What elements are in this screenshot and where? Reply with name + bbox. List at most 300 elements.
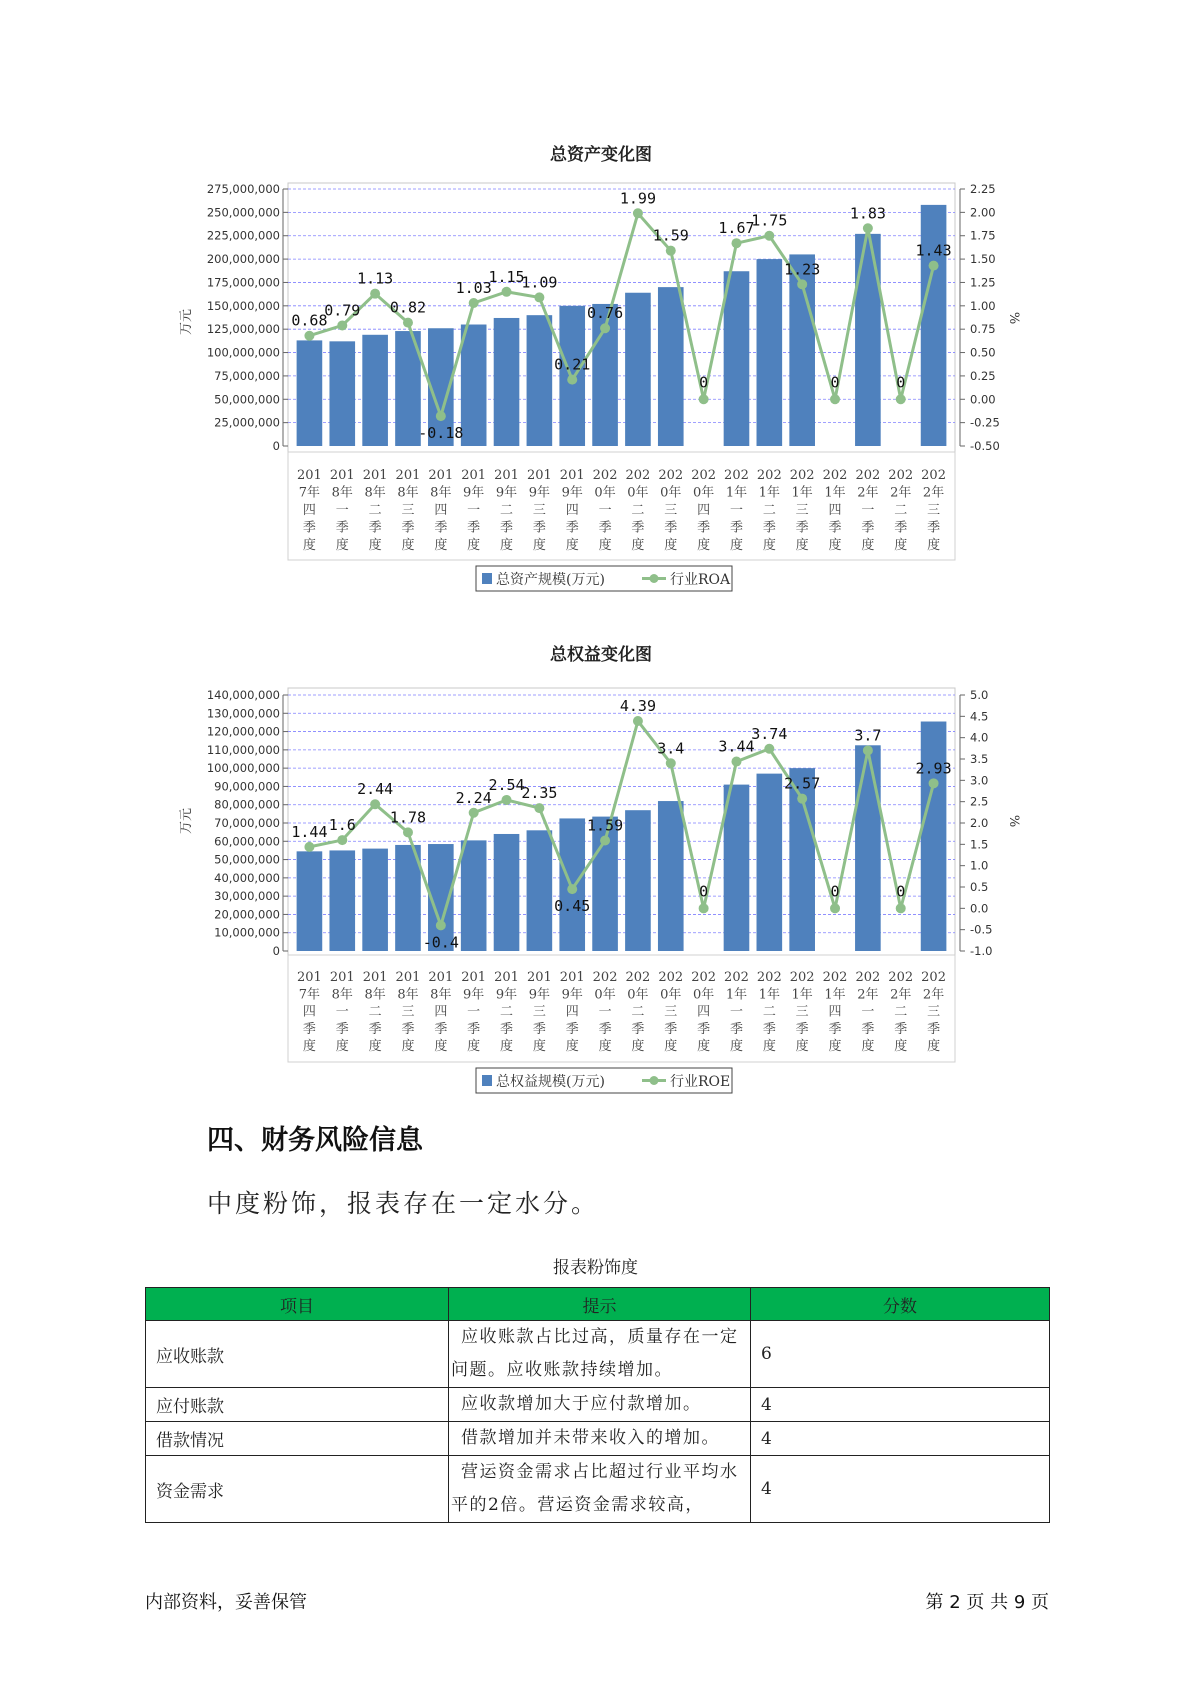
bar <box>757 774 783 951</box>
y2-tick-label: 3.0 <box>970 773 989 788</box>
x-tick-label: 度 <box>302 1039 316 1055</box>
row-tip: 应收款增加大于应付款增加。 <box>449 1388 751 1422</box>
x-tick-label: 四 <box>565 503 579 518</box>
line-point <box>600 835 610 845</box>
x-tick-label: 二 <box>368 503 382 518</box>
x-tick-label: 季 <box>861 1021 875 1037</box>
x-tick-label: 二 <box>894 1004 908 1020</box>
line-point <box>567 884 577 894</box>
x-tick-label: 0年 <box>692 485 715 501</box>
line-point <box>469 808 479 818</box>
x-tick-label: 度 <box>861 1039 875 1055</box>
x-tick-label: 一 <box>861 503 875 518</box>
footer-page-number: 第 2 页 共 9 页 <box>925 1592 1049 1613</box>
x-tick-label: 二 <box>500 1004 514 1020</box>
line-data-label: 2.54 <box>488 775 525 794</box>
x-tick-label: 三 <box>401 1004 415 1020</box>
line-point <box>633 716 643 726</box>
x-tick-label: 度 <box>401 538 415 553</box>
x-tick-label: 季 <box>335 520 349 536</box>
x-tick-label: 一 <box>729 503 743 518</box>
line-data-label: 1.59 <box>652 226 689 245</box>
x-tick-label: 202 <box>691 468 717 483</box>
x-tick-label: 度 <box>302 538 316 553</box>
x-tick-label: 季 <box>828 1021 842 1037</box>
legend-bar-label: 总资产规模(万元) <box>496 572 605 588</box>
line-data-label: 3.7 <box>854 726 882 745</box>
x-tick-label: 二 <box>762 1004 776 1020</box>
x-tick-label: 度 <box>401 1039 415 1055</box>
y-tick-label: 200,000,000 <box>206 252 280 267</box>
x-tick-label: 8年 <box>397 987 419 1003</box>
x-tick-label: 度 <box>532 538 546 553</box>
x-tick-label: 一 <box>335 503 349 518</box>
x-tick-label: 202 <box>625 468 651 483</box>
x-tick-label: 202 <box>921 468 946 483</box>
y2-tick-label: -1.0 <box>970 944 993 958</box>
x-tick-label: 1年 <box>758 987 780 1003</box>
row-score: 4 <box>751 1422 1050 1456</box>
x-tick-label: 202 <box>888 970 914 985</box>
bar <box>494 834 520 951</box>
y-tick-label: 50,000,000 <box>214 392 280 407</box>
x-tick-label: 度 <box>927 1039 941 1055</box>
x-tick-label: 度 <box>598 538 612 553</box>
x-tick-label: 8年 <box>430 485 452 501</box>
x-tick-label: 季 <box>795 520 809 536</box>
y-tick-label: 30,000,000 <box>214 889 280 904</box>
y-tick-label: 40,000,000 <box>214 870 280 885</box>
y-tick-label: 90,000,000 <box>214 779 280 794</box>
x-tick-label: 季 <box>368 520 382 536</box>
row-tip: 营运资金需求占比超过行业平均水平的2倍。营运资金需求较高， <box>449 1456 751 1523</box>
x-tick-label: 四 <box>434 503 448 518</box>
x-tick-label: 季 <box>729 520 743 536</box>
y2-tick-label: 2.5 <box>970 794 989 809</box>
legend-bar-swatch <box>482 1075 492 1086</box>
line-data-label: 1.99 <box>619 189 656 208</box>
x-tick-label: 季 <box>795 1021 809 1037</box>
legend-line-label: 行业ROA <box>670 572 731 588</box>
x-tick-label: 度 <box>828 538 842 553</box>
y2-tick-label: -0.5 <box>970 922 993 937</box>
x-tick-label: 二 <box>631 1004 645 1020</box>
x-tick-label: 三 <box>795 503 809 518</box>
line-data-label: 0.79 <box>324 301 361 320</box>
x-tick-label: 1年 <box>824 987 846 1003</box>
x-tick-label: 度 <box>631 538 645 553</box>
x-tick-label: 度 <box>434 538 448 553</box>
y2-tick-label: 0.25 <box>970 368 996 383</box>
y2-tick-label: 1.50 <box>970 252 996 267</box>
x-tick-label: 202 <box>789 970 815 985</box>
x-tick-label: 季 <box>631 1021 645 1037</box>
y2-tick-label: 0.75 <box>970 322 996 337</box>
x-tick-label: 度 <box>467 538 481 553</box>
x-tick-label: 1年 <box>725 987 748 1003</box>
line-point <box>534 803 544 813</box>
x-tick-label: 9年 <box>561 987 583 1003</box>
line-point <box>502 795 512 805</box>
x-tick-label: 三 <box>532 1004 546 1020</box>
x-tick-label: 季 <box>697 1021 711 1037</box>
x-tick-label: 一 <box>467 503 481 518</box>
row-item: 资金需求 <box>146 1456 449 1523</box>
bar <box>921 722 947 951</box>
line-data-label: 2.93 <box>915 759 952 778</box>
x-tick-label: 季 <box>368 1021 382 1037</box>
y-tick-label: 70,000,000 <box>214 816 280 830</box>
y2-tick-label: -0.50 <box>970 439 1000 453</box>
x-tick-label: 1年 <box>791 987 813 1003</box>
x-tick-label: 度 <box>795 1039 809 1055</box>
x-tick-label: 度 <box>434 1039 448 1055</box>
line-data-label: 0.76 <box>587 304 624 323</box>
x-tick-label: 201 <box>329 468 355 483</box>
row-item: 应付账款 <box>146 1388 449 1422</box>
x-tick-label: 一 <box>335 1004 349 1020</box>
x-tick-label: 度 <box>697 1039 711 1055</box>
x-tick-label: 四 <box>697 1004 711 1020</box>
x-tick-label: 201 <box>461 970 487 985</box>
x-tick-label: 202 <box>658 468 684 483</box>
row-score: 4 <box>751 1456 1050 1523</box>
line-point <box>797 794 807 804</box>
x-tick-label: 一 <box>729 1004 743 1020</box>
x-tick-label: 二 <box>894 503 908 518</box>
x-tick-label: 季 <box>927 520 941 536</box>
x-tick-label: 8年 <box>430 987 452 1003</box>
x-tick-label: 度 <box>664 1039 678 1055</box>
bar <box>527 830 553 951</box>
line-data-label: 0 <box>830 882 840 901</box>
x-tick-label: 2年 <box>857 987 879 1003</box>
line-data-label: 1.83 <box>849 204 886 223</box>
line-data-label: 1.13 <box>357 269 394 288</box>
chart-title: 总资产变化图 <box>550 145 652 165</box>
x-tick-label: 三 <box>927 503 941 518</box>
x-tick-label: 0年 <box>627 485 649 501</box>
line-point <box>731 757 741 767</box>
x-tick-label: 8年 <box>331 485 353 501</box>
x-tick-label: 201 <box>526 970 552 985</box>
x-tick-label: 季 <box>500 1021 514 1037</box>
x-tick-label: 季 <box>565 1021 579 1037</box>
x-tick-label: 三 <box>532 503 546 518</box>
row-tip: 应收账款占比过高，质量存在一定问题。应收账款持续增加。 <box>449 1321 751 1388</box>
x-tick-label: 度 <box>335 538 349 553</box>
y-tick-label: 10,000,000 <box>214 925 280 940</box>
line-point <box>830 903 840 913</box>
line-point <box>699 903 709 913</box>
x-tick-label: 度 <box>828 1039 842 1055</box>
x-tick-label: 三 <box>927 1004 941 1020</box>
bar <box>329 850 355 951</box>
x-tick-label: 201 <box>297 970 322 985</box>
y-axis-unit-label: 万元 <box>179 807 194 835</box>
x-tick-label: 季 <box>598 520 612 536</box>
line-data-label: 1.09 <box>521 273 558 292</box>
x-tick-label: 8年 <box>364 485 386 501</box>
y-tick-label: 140,000,000 <box>206 688 280 702</box>
x-tick-label: 季 <box>828 520 842 536</box>
y2-tick-label: 0.50 <box>970 345 996 360</box>
x-tick-label: 度 <box>631 1039 645 1055</box>
bar <box>855 745 881 951</box>
x-tick-label: 9年 <box>561 485 583 501</box>
x-tick-label: 201 <box>526 468 552 483</box>
x-tick-label: 201 <box>297 468 322 483</box>
x-tick-label: 201 <box>395 468 421 483</box>
table-row <box>146 1321 1050 1388</box>
x-tick-label: 一 <box>467 1004 481 1020</box>
line-data-label: 0 <box>896 373 906 392</box>
x-tick-label: 202 <box>822 970 848 985</box>
x-tick-label: 1年 <box>725 485 748 501</box>
line-point <box>403 827 413 837</box>
y2-axis-unit-label: % <box>1006 814 1021 828</box>
x-tick-label: 201 <box>461 468 487 483</box>
line-point <box>896 903 906 913</box>
x-tick-label: 二 <box>368 1004 382 1020</box>
x-tick-label: 201 <box>559 970 585 985</box>
y2-tick-label: 4.0 <box>970 730 989 745</box>
x-tick-label: 度 <box>729 538 743 553</box>
y-tick-label: 75,000,000 <box>214 368 280 383</box>
y-tick-label: 150,000,000 <box>206 298 280 313</box>
y-tick-label: 20,000,000 <box>214 907 280 922</box>
x-tick-label: 度 <box>368 538 382 553</box>
line-point <box>304 842 314 852</box>
table-row <box>146 1388 1050 1422</box>
x-tick-label: 度 <box>697 538 711 553</box>
x-tick-label: 202 <box>658 970 684 985</box>
y2-tick-label: 1.5 <box>970 837 989 852</box>
risk-summary: 中度粉饰，报表存在一定水分。 <box>207 1189 600 1218</box>
x-tick-label: 2年 <box>890 987 912 1003</box>
x-tick-label: 202 <box>724 468 749 483</box>
x-tick-label: 7年 <box>298 987 321 1003</box>
x-tick-label: 度 <box>565 1039 579 1055</box>
x-tick-label: 度 <box>664 538 678 553</box>
x-tick-label: 三 <box>664 1004 678 1020</box>
x-tick-label: 三 <box>795 1004 809 1020</box>
y-tick-label: 120,000,000 <box>206 724 280 739</box>
y-tick-label: 125,000,000 <box>206 322 280 337</box>
x-tick-label: 8年 <box>397 485 419 501</box>
line-data-label: 0.68 <box>291 311 328 330</box>
line-data-label: 2.24 <box>455 788 492 807</box>
x-tick-label: 9年 <box>495 485 518 501</box>
y-tick-label: 80,000,000 <box>214 797 280 812</box>
line-data-label: 1.23 <box>784 260 821 279</box>
x-tick-label: 四 <box>434 1004 448 1020</box>
y2-tick-label: 4.5 <box>970 709 989 724</box>
x-tick-label: 季 <box>500 520 514 536</box>
x-tick-label: 202 <box>724 970 749 985</box>
x-tick-label: 二 <box>631 503 645 518</box>
y-tick-label: 50,000,000 <box>214 852 280 867</box>
line-data-label: 0 <box>699 373 709 392</box>
section-heading: 四、财务风险信息 <box>207 1125 423 1156</box>
x-tick-label: 三 <box>664 503 678 518</box>
x-tick-label: 季 <box>532 1021 546 1037</box>
x-tick-label: 四 <box>302 1004 316 1020</box>
x-tick-label: 季 <box>927 1021 941 1037</box>
x-tick-label: 201 <box>428 468 454 483</box>
line-data-label: 1.15 <box>488 267 525 286</box>
x-tick-label: 9年 <box>495 987 518 1003</box>
line-data-label: 1.78 <box>389 808 427 827</box>
line-data-label: 0 <box>896 882 906 901</box>
row-item: 应收账款 <box>146 1321 449 1388</box>
line-data-label: -0.4 <box>422 933 459 952</box>
y-tick-label: 100,000,000 <box>206 345 280 360</box>
line-data-label: 0.82 <box>389 298 427 317</box>
x-tick-label: 四 <box>697 503 711 518</box>
x-tick-label: 201 <box>362 468 388 483</box>
x-tick-label: 201 <box>329 970 355 985</box>
x-tick-label: 8年 <box>364 987 386 1003</box>
x-tick-label: 季 <box>762 520 776 536</box>
x-tick-label: 一 <box>861 1004 875 1020</box>
x-tick-label: 一 <box>598 503 612 518</box>
row-score: 6 <box>751 1321 1050 1388</box>
line-point <box>370 799 380 809</box>
x-tick-label: 度 <box>861 538 875 553</box>
table-row <box>146 1422 1050 1456</box>
x-tick-label: 9年 <box>528 485 551 501</box>
table-caption: 报表粉饰度 <box>553 1258 638 1278</box>
x-tick-label: 度 <box>532 1039 546 1055</box>
x-tick-label: 0年 <box>692 987 715 1003</box>
x-tick-label: 8年 <box>331 987 353 1003</box>
line-data-label: 4.39 <box>619 697 656 716</box>
x-tick-label: 季 <box>729 1021 743 1037</box>
x-tick-label: 季 <box>631 520 645 536</box>
y-tick-label: 275,000,000 <box>206 182 280 196</box>
y2-tick-label: 1.25 <box>970 275 996 290</box>
x-tick-label: 季 <box>434 1021 448 1037</box>
x-tick-label: 201 <box>362 970 388 985</box>
x-tick-label: 四 <box>828 1004 842 1020</box>
x-tick-label: 季 <box>762 1021 776 1037</box>
x-tick-label: 一 <box>598 1004 612 1020</box>
x-tick-label: 9年 <box>463 987 485 1003</box>
x-tick-label: 季 <box>565 520 579 536</box>
bar <box>297 851 323 951</box>
x-tick-label: 202 <box>822 468 848 483</box>
x-tick-label: 二 <box>500 503 514 518</box>
x-tick-label: 三 <box>401 503 415 518</box>
x-tick-label: 度 <box>894 1039 908 1055</box>
y2-tick-label: 1.00 <box>970 298 996 313</box>
y2-tick-label: 0.0 <box>970 901 989 916</box>
x-tick-label: 2年 <box>857 485 879 501</box>
x-tick-label: 0年 <box>660 485 682 501</box>
x-tick-label: 度 <box>500 1039 514 1055</box>
x-tick-label: 季 <box>302 520 316 536</box>
x-tick-label: 1年 <box>758 485 780 501</box>
x-tick-label: 季 <box>335 1021 349 1037</box>
y2-tick-label: 1.75 <box>970 228 996 243</box>
legend-line-marker <box>650 1076 659 1085</box>
legend-bar-label: 总权益规模(万元) <box>496 1074 605 1090</box>
x-tick-label: 0年 <box>594 987 616 1003</box>
x-tick-label: 7年 <box>298 485 321 501</box>
x-tick-label: 2年 <box>890 485 912 501</box>
y2-tick-label: 2.0 <box>970 816 989 830</box>
x-tick-label: 季 <box>861 520 875 536</box>
header-tip: 提示 <box>449 1288 751 1321</box>
x-tick-label: 0年 <box>660 987 682 1003</box>
row-item: 借款情况 <box>146 1422 449 1456</box>
x-tick-label: 季 <box>664 520 678 536</box>
x-tick-label: 四 <box>828 503 842 518</box>
x-tick-label: 2年 <box>922 485 945 501</box>
x-tick-label: 度 <box>500 538 514 553</box>
x-tick-label: 2年 <box>922 987 945 1003</box>
line-data-label: 3.44 <box>718 737 755 756</box>
line-data-label: 3.74 <box>751 724 788 743</box>
y2-tick-label: -0.25 <box>970 415 1000 430</box>
x-tick-label: 季 <box>664 1021 678 1037</box>
y2-tick-label: 2.25 <box>970 182 996 196</box>
line-point <box>863 745 873 755</box>
line-data-label: 2.57 <box>784 774 821 793</box>
x-tick-label: 202 <box>756 970 782 985</box>
header-score: 分数 <box>751 1288 1050 1321</box>
footer-confidential: 内部资料，妥善保管 <box>145 1592 307 1613</box>
line-point <box>764 744 774 754</box>
bar <box>724 785 750 951</box>
x-tick-label: 201 <box>428 970 454 985</box>
x-tick-label: 202 <box>855 970 881 985</box>
x-tick-label: 0年 <box>594 485 616 501</box>
y-tick-label: 0 <box>272 439 280 453</box>
line-data-label: 1.75 <box>751 211 788 230</box>
x-tick-label: 季 <box>532 520 546 536</box>
x-tick-label: 度 <box>467 1039 481 1055</box>
x-tick-label: 度 <box>598 1039 612 1055</box>
y-tick-label: 110,000,000 <box>206 742 280 757</box>
x-tick-label: 9年 <box>463 485 485 501</box>
bar <box>625 810 651 951</box>
x-tick-label: 度 <box>894 538 908 553</box>
line-data-label: 3.4 <box>657 739 685 758</box>
line-data-label: -0.18 <box>418 424 464 443</box>
x-tick-label: 度 <box>762 538 776 553</box>
x-tick-label: 202 <box>855 468 881 483</box>
y-tick-label: 100,000,000 <box>206 761 280 776</box>
y-tick-label: 0 <box>272 944 280 958</box>
x-tick-label: 1年 <box>791 485 813 501</box>
header-item: 项目 <box>146 1288 449 1321</box>
line-data-label: 0 <box>699 882 709 901</box>
line-data-label: 1.67 <box>718 219 755 238</box>
line-data-label: 2.35 <box>521 784 558 803</box>
y2-axis-unit-label: % <box>1006 311 1021 325</box>
x-tick-label: 季 <box>697 520 711 536</box>
y-tick-label: 25,000,000 <box>214 415 280 430</box>
x-tick-label: 1年 <box>824 485 846 501</box>
x-tick-label: 201 <box>494 468 519 483</box>
legend-line-label: 行业ROE <box>670 1074 731 1090</box>
x-tick-label: 季 <box>894 520 908 536</box>
x-tick-label: 二 <box>762 503 776 518</box>
x-tick-label: 四 <box>565 1004 579 1020</box>
x-tick-label: 季 <box>467 1021 481 1037</box>
